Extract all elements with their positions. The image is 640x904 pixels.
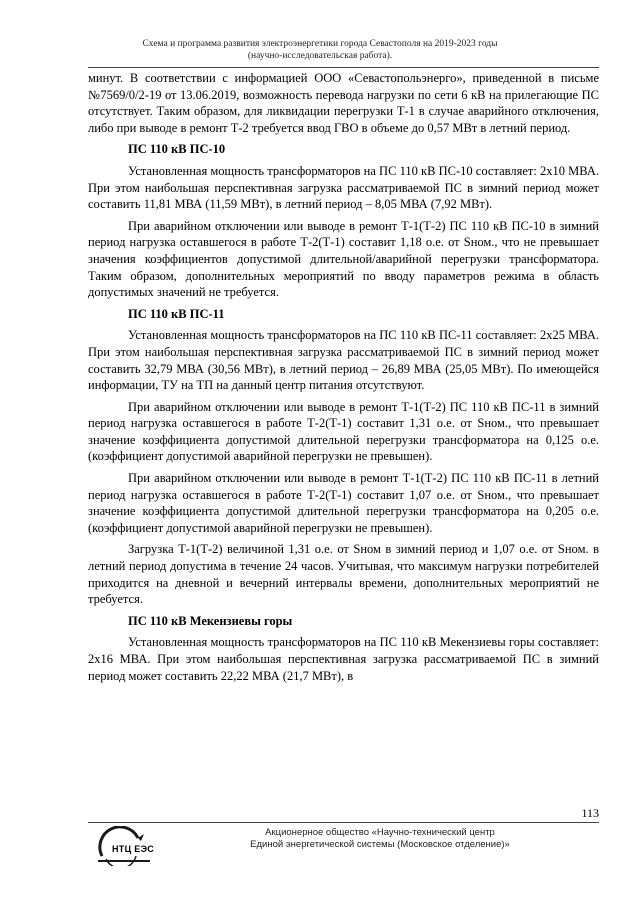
footer-rule [88,822,599,823]
page-number: 113 [581,806,599,820]
footer-line-2: Единой энергетической системы (Московское отделение)» [250,839,510,850]
paragraph: Установленная мощность трансформаторов на ПС 110 кВ Мекензиевы горы составляет: 2х16 МВА. При этом наибольшая перспективная загрузка рассматриваемой ПС в зимний период может составить 22,22 МВА (21,7 МВт), в [88,635,599,683]
page-header [0,38,640,62]
footer-line-1: Акционерное общество «Научно-технический центр [265,827,495,838]
paragraph: Установленная мощность трансформаторов на ПС 110 кВ ПС-10 составляет: 2х10 МВА. При этом наибольшая перспективная загрузка рассматриваемой ПС в зимний период может составить 11,81 МВА (11,59 МВт), в летний период – 8,05 МВА (7,92 МВт). [88,163,599,212]
page-footer [190,827,570,851]
paragraph: минут. В соответствии с информацией ООО «Севастопольэнерго», приведенной в письме №7569/0/2-19 от 13.06.2019, возможность перевода нагрузки по сети 6 кВ на прилегающие ПС отсутствует. Таким образом, для ликвидации перегрузки Т-1 в случае аварийного отключения, либо при выводе в ремонт Т-2 требуется ввод ГВО в объеме до 0,57 МВт в летний период. [88,71,599,135]
paragraph: При аварийном отключении или выводе в ремонт Т-1(Т-2) ПС 110 кВ ПС-10 в зимний период нагрузка оставшегося в работе Т-2(Т-1) составит 1,18 о.е. от Sном., что не превышает значения коэффициентов допустимой длительной/аварийной перегрузки трансформатора. Таким образом, дополнительных мероприятий по вводу параметров режима в область допустимых значений не требуется. [88,218,599,300]
paragraph: Загрузка Т-1(Т-2) величиной 1,31 о.е. от Sном в зимний период и 1,07 о.е. от Sном. в летний период допустима в течение 24 часов. Учитывая, что максимум нагрузки потребителей приходится на дневной и вечерний интервалы времени, дополнительных мероприятий не требуется. [88,542,599,607]
company-logo [92,826,160,866]
section-heading-mekenzievy-gory: ПС 110 кВ Мекензиевы горы [128,613,293,628]
document-body [88,70,599,689]
header-line-1: Схема и программа развития электроэнергетики города Севастополя на 2019-2023 годы [142,39,498,49]
logo-text: НТЦ ЕЭС [112,844,155,854]
section-heading-ps10: ПС 110 кВ ПС-10 [128,142,226,157]
paragraph: Установленная мощность трансформаторов на ПС 110 кВ ПС-11 составляет: 2х25 МВА. При этом наибольшая перспективная загрузка рассматриваемой ПС в зимний период может составить 32,79 МВА (30,56 МВт), в летний период – 26,89 МВА (25,05 МВт). По имеющейся информации, ТУ на ТП на данный центр питания отсутствуют. [88,328,599,393]
paragraph: При аварийном отключении или выводе в ремонт Т-1(Т-2) ПС 110 кВ ПС-11 в зимний период нагрузка оставшегося в работе Т-2(Т-1) составит 1,31 о.е. от Sном., что превышает значение коэффициента допустимой длительной перегрузки трансформатора на 0,125 о.е. (коэффициент допустимой аварийной перегрузки не превышен). [88,399,599,464]
header-rule [88,67,599,68]
paragraph: При аварийном отключении или выводе в ремонт Т-1(Т-2) ПС 110 кВ ПС-11 в летний период нагрузка оставшегося в работе Т-2(Т-1) составит 1,07 о.е. от Sном., что превышает значение коэффициента допустимой длительной перегрузки трансформатора на 0,205 о.е. (коэффициент допустимой аварийной перегрузки не превышен). [88,471,599,535]
header-line-2: (научно-исследовательская работа). [247,51,393,61]
section-heading-ps11: ПС 110 кВ ПС-11 [128,306,225,321]
